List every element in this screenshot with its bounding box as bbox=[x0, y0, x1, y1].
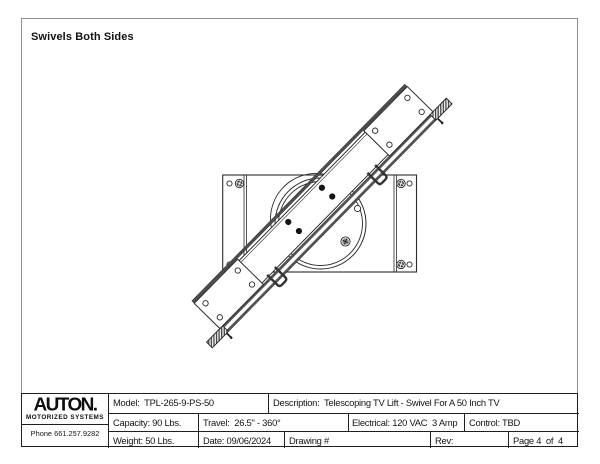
logo-divider bbox=[22, 424, 108, 425]
rev-cell: Rev: bbox=[430, 431, 508, 448]
title-block bbox=[21, 393, 578, 447]
mount-hole bbox=[407, 181, 412, 186]
date-cell: Date: 09/06/2024 bbox=[198, 431, 284, 448]
ring-notch bbox=[354, 205, 360, 211]
description-cell: Description: Telescoping TV Lift - Swivel For A 50 Inch TV bbox=[268, 394, 579, 413]
page-cell: Page 4 of 4 bbox=[508, 431, 579, 448]
phillips-screw-icon bbox=[397, 179, 405, 187]
electrical-cell: Electrical: 120 VAC 3 Amp bbox=[348, 413, 464, 431]
control-cell: Control: TBD bbox=[464, 413, 579, 431]
brand-subtitle: MOTORIZED SYSTEMS bbox=[25, 414, 104, 421]
drawing-number-cell: Drawing # bbox=[284, 431, 430, 448]
model-cell: Model: TPL-265-9-PS-50 bbox=[108, 394, 268, 413]
rod-threaded-tip bbox=[430, 98, 452, 120]
brand-name: AUTON. bbox=[33, 395, 97, 416]
drawing-note: Swivels Both Sides bbox=[31, 31, 134, 43]
mount-hole bbox=[407, 262, 412, 267]
phillips-screw-icon bbox=[235, 179, 243, 187]
phillips-screw-icon bbox=[397, 260, 405, 268]
center-screw-icon bbox=[341, 237, 350, 246]
mount-hole bbox=[227, 181, 232, 186]
rod-pin bbox=[226, 332, 233, 339]
phone-number: Phone 661.257.9282 bbox=[30, 429, 100, 438]
capacity-cell: Capacity: 90 Lbs. bbox=[108, 413, 198, 431]
rod-pin bbox=[437, 118, 444, 125]
travel-cell: Travel: 26.5" - 360° bbox=[198, 413, 348, 431]
rod-threaded-tip bbox=[207, 326, 229, 348]
weight-cell: Weight: 50 Lbs. bbox=[108, 431, 198, 448]
company-logo bbox=[22, 394, 108, 448]
